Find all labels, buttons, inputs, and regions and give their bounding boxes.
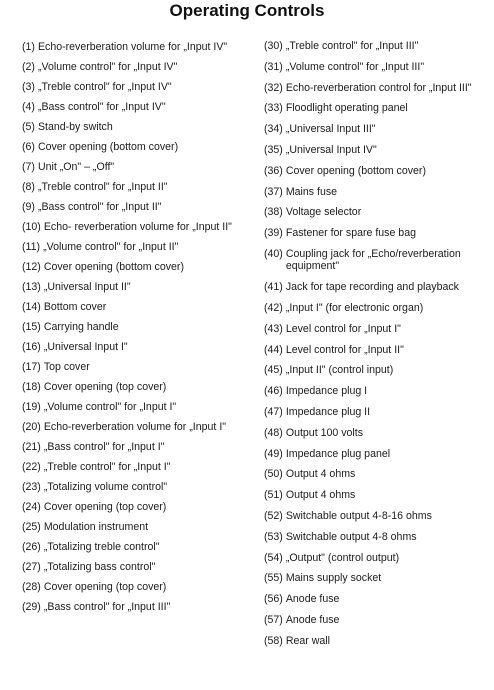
- item-text: „Universal Input IV": [285, 143, 377, 156]
- item-number: (27): [22, 561, 41, 573]
- list-item: [22, 481, 248, 493]
- list-item: [22, 201, 248, 213]
- item-text: Cover opening (bottom cover): [37, 141, 179, 153]
- item-number: (30): [264, 40, 283, 52]
- item-text: „Bass control" for „Input I": [43, 441, 165, 453]
- list-item: [22, 161, 248, 173]
- list-item: [22, 121, 248, 133]
- item-number: (25): [22, 521, 41, 533]
- list-item: [264, 61, 492, 73]
- item-text: „Bass control" for „Input IV": [37, 101, 166, 113]
- item-number: (21): [22, 441, 41, 453]
- item-number: (46): [264, 385, 283, 398]
- item-text: Cover opening (bottom cover): [43, 261, 184, 273]
- item-number: (45): [264, 364, 283, 377]
- list-item: [22, 401, 248, 413]
- item-number: (35): [264, 143, 283, 156]
- item-number: (41): [264, 281, 283, 294]
- item-number: (33): [264, 102, 283, 115]
- list-item: [264, 186, 492, 198]
- item-number: (13): [22, 281, 41, 293]
- item-text: Impedance plug panel: [285, 447, 391, 460]
- list-item: [264, 364, 492, 376]
- item-text: „Treble control" for „Input II": [37, 181, 168, 193]
- item-number: (51): [264, 489, 283, 502]
- item-number: (16): [22, 341, 41, 353]
- list-item: [22, 221, 248, 233]
- item-number: (4): [22, 101, 35, 113]
- item-text: Output 4 ohms: [285, 468, 356, 481]
- list-item: [264, 531, 492, 543]
- item-text: Cover opening (bottom cover): [285, 164, 426, 177]
- item-text: Bottom cover: [43, 301, 107, 313]
- item-text: „Universal Input I": [43, 341, 128, 353]
- left-column-list: [22, 41, 248, 621]
- item-text: Unit „On" – „Off": [37, 161, 115, 173]
- item-text: „Bass control" for „Input II": [37, 201, 162, 213]
- list-item: [22, 361, 248, 373]
- page-title: Operating Controls: [169, 1, 325, 20]
- list-item: [264, 248, 492, 273]
- item-number: (43): [264, 322, 283, 335]
- item-text: Output 4 ohms: [285, 489, 356, 502]
- item-number: (54): [264, 551, 283, 564]
- item-number: (18): [22, 381, 41, 393]
- item-text: Switchable output 4-8-16 ohms: [285, 509, 432, 522]
- list-item: [22, 441, 248, 453]
- item-number: (28): [22, 581, 41, 593]
- list-item: [264, 635, 492, 647]
- item-text: Echo-reverberation volume for „Input IV": [37, 41, 228, 53]
- list-item: [264, 344, 492, 356]
- list-item: [264, 82, 492, 94]
- item-text: „Input I" (for electronic organ): [285, 301, 424, 314]
- item-number: (10): [22, 221, 41, 233]
- item-text: Anode fuse: [285, 613, 340, 626]
- list-item: [264, 552, 492, 564]
- list-item: [264, 427, 492, 439]
- item-text: Jack for tape recording and playback: [285, 281, 459, 294]
- item-text: Stand-by switch: [37, 121, 113, 133]
- item-text: Top cover: [43, 361, 90, 373]
- list-item: [22, 41, 248, 53]
- list-item: [264, 614, 492, 626]
- list-item: [22, 601, 248, 613]
- item-text: Rear wall: [285, 634, 330, 647]
- item-number: (58): [264, 634, 283, 647]
- item-text: Voltage selector: [285, 206, 362, 219]
- item-text: „Volume control" for „Input I": [43, 401, 177, 413]
- item-text: Echo-reverberation control for „Input III": [285, 81, 472, 94]
- item-text: Cover opening (top cover): [43, 381, 167, 393]
- item-number: (36): [264, 164, 283, 177]
- item-text: „Treble control" for „Input I": [43, 461, 171, 473]
- item-text: Output 100 volts: [285, 426, 363, 439]
- item-number: (11): [22, 241, 41, 253]
- item-number: (52): [264, 509, 283, 522]
- item-number: (1): [22, 41, 35, 53]
- list-item: [22, 301, 248, 313]
- item-number: (32): [264, 81, 283, 94]
- item-text: Switchable output 4-8 ohms: [285, 530, 417, 543]
- item-number: (8): [22, 181, 35, 193]
- item-text: Level control for „Input II": [285, 343, 404, 356]
- item-number: (12): [22, 261, 41, 273]
- item-text: Coupling jack for „Echo/reverberation equipment": [285, 247, 461, 273]
- item-text: „Totalizing volume control": [43, 481, 168, 493]
- list-item: [22, 181, 248, 193]
- list-item: [264, 144, 492, 156]
- item-text: Fastener for spare fuse bag: [285, 227, 416, 240]
- item-number: (7): [22, 161, 35, 173]
- item-text: Impedance plug II: [285, 405, 371, 418]
- list-item: [264, 593, 492, 605]
- item-number: (17): [22, 361, 41, 373]
- item-text: „Input II" (control input): [285, 364, 394, 377]
- item-text: „Treble control" for „Input IV": [37, 81, 172, 93]
- list-item: [264, 572, 492, 584]
- item-text: „Bass control" for „Input III": [43, 601, 171, 613]
- list-item: [264, 102, 492, 114]
- item-number: (31): [264, 60, 283, 73]
- list-item: [264, 385, 492, 397]
- item-text: „Output" (control output): [285, 551, 400, 564]
- item-text: „Volume control" for „Input IV": [37, 61, 178, 73]
- item-number: (26): [22, 541, 41, 553]
- item-text: Carrying handle: [43, 321, 119, 333]
- list-item: [22, 261, 248, 273]
- item-text: Echo- reverberation volume for „Input II": [43, 221, 232, 233]
- list-item: [22, 461, 248, 473]
- item-number: (2): [22, 61, 35, 73]
- item-text: Mains fuse: [285, 185, 338, 198]
- item-text: „Totalizing treble control": [43, 541, 160, 553]
- item-text: Modulation instrument: [43, 521, 149, 533]
- list-item: [264, 281, 492, 293]
- item-number: (22): [22, 461, 41, 473]
- item-text: Level control for „Input I": [285, 322, 401, 335]
- list-item: [22, 341, 248, 353]
- item-text: „Volume control" for „Input II": [43, 241, 179, 253]
- list-item: [22, 61, 248, 73]
- list-item: [22, 561, 248, 573]
- item-number: (47): [264, 405, 283, 418]
- item-number: (20): [22, 421, 41, 433]
- item-number: (14): [22, 301, 41, 313]
- item-number: (50): [264, 468, 283, 481]
- item-number: (39): [264, 227, 283, 240]
- item-number: (48): [264, 426, 283, 439]
- item-text: Cover opening (top cover): [43, 581, 167, 593]
- item-number: (9): [22, 201, 35, 213]
- item-number: (19): [22, 401, 41, 413]
- item-text: Cover opening (top cover): [43, 501, 167, 513]
- item-number: (56): [264, 593, 283, 606]
- list-item: [264, 227, 492, 239]
- list-item: [264, 123, 492, 135]
- list-item: [264, 448, 492, 460]
- right-column-list: [264, 40, 492, 656]
- item-text: Mains supply socket: [285, 572, 382, 585]
- list-item: [264, 206, 492, 218]
- list-item: [22, 241, 248, 253]
- list-item: [264, 40, 492, 52]
- list-item: [264, 323, 492, 335]
- list-item: [22, 581, 248, 593]
- list-item: [264, 406, 492, 418]
- item-text: „Universal Input II": [43, 281, 131, 293]
- item-text: Floodlight operating panel: [285, 102, 408, 115]
- item-number: (29): [22, 601, 41, 613]
- list-item: [22, 321, 248, 333]
- item-number: (40): [264, 247, 283, 260]
- item-number: (38): [264, 206, 283, 219]
- item-number: (24): [22, 501, 41, 513]
- list-item: [264, 510, 492, 522]
- item-number: (44): [264, 343, 283, 356]
- item-text: Echo-reverberation volume for „Input I": [43, 421, 227, 433]
- list-item: [22, 381, 248, 393]
- item-text: „Volume control" for „Input III": [285, 60, 425, 73]
- item-text: Anode fuse: [285, 593, 340, 606]
- list-item: [22, 101, 248, 113]
- list-item: [22, 521, 248, 533]
- item-number: (42): [264, 301, 283, 314]
- list-item: [22, 141, 248, 153]
- item-number: (37): [264, 185, 283, 198]
- list-item: [22, 541, 248, 553]
- list-item: [22, 281, 248, 293]
- list-item: [22, 501, 248, 513]
- item-number: (5): [22, 121, 35, 133]
- item-number: (6): [22, 141, 35, 153]
- item-number: (57): [264, 613, 283, 626]
- list-item: [264, 302, 492, 314]
- item-number: (23): [22, 481, 41, 493]
- list-item: [264, 468, 492, 480]
- item-number: (3): [22, 81, 35, 93]
- item-text: Impedance plug I: [285, 385, 368, 398]
- list-item: [22, 81, 248, 93]
- item-number: (34): [264, 123, 283, 136]
- item-text: „Totalizing bass control": [43, 561, 156, 573]
- item-number: (49): [264, 447, 283, 460]
- item-number: (53): [264, 530, 283, 543]
- list-item: [264, 165, 492, 177]
- item-number: (55): [264, 572, 283, 585]
- item-text: „Universal Input III": [285, 123, 376, 136]
- item-text: „Treble control" for „Input III": [285, 40, 419, 52]
- list-item: [22, 421, 248, 433]
- list-item: [264, 489, 492, 501]
- item-number: (15): [22, 321, 41, 333]
